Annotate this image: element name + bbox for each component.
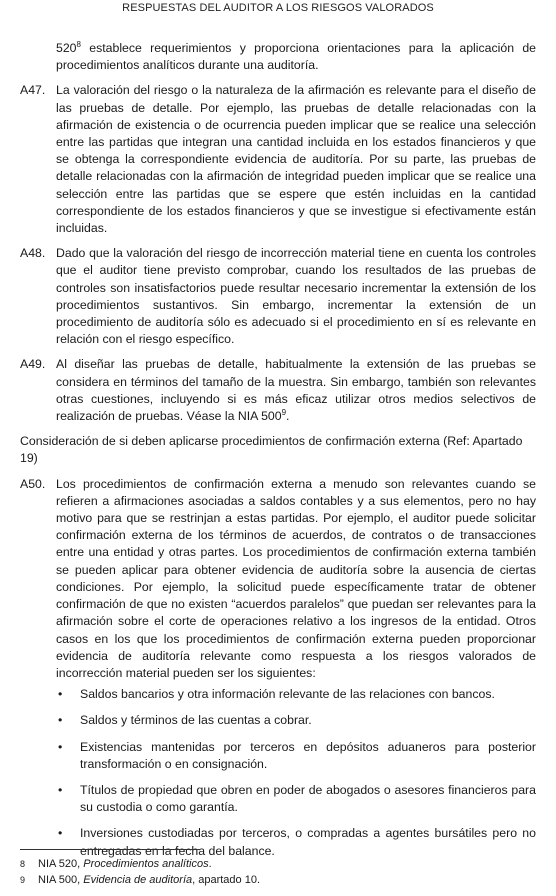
footnotes [20, 856, 536, 888]
list-item [56, 825, 536, 859]
list-item [56, 712, 536, 729]
paragraph-a49 [20, 356, 536, 425]
footnote-9 [20, 872, 536, 888]
list-item-text: Saldos bancarios y otra información relevante de las relaciones con bancos. [80, 687, 495, 702]
footnote-divider [20, 849, 200, 850]
list-item-text: Existencias mantenidas por terceros en depósitos aduaneros para posterior transformación o en consignación. [80, 739, 536, 771]
bullet-list [56, 686, 536, 860]
paragraph-body-wrap [56, 476, 536, 869]
footnote-ref-9[interactable]: 9 [281, 408, 287, 418]
bullet-icon: • [58, 713, 63, 728]
bullet-icon: • [58, 687, 63, 702]
paragraph-end: . [286, 409, 290, 424]
bullet-icon: • [58, 739, 63, 754]
list-item-text: Saldos y términos de las cuentas a cobrar. [80, 713, 312, 728]
list-item [56, 739, 536, 773]
footnote-number: 8 [20, 859, 26, 869]
section-heading: Consideración de si deben aplicarse procedimientos de confirmación externa (Ref: Apartado 19) [20, 434, 523, 466]
paragraph-text: Los procedimientos de confirmación externa a menudo son relevantes cuando se refieren a afirmaciones asociadas a saldos contables y a sus elementos, pero no hay motivo para que se restrinjan a estas partidas. Por ejemplo, el auditor puede solicitar confirmación externa de los términos de acuerdos, de contratos o de transacciones entre una entidad y otras partes. Los procedimientos de confirmación externa también se pueden aplicar para obtener evidencia de auditoría sobre la ausencia de ciertas condiciones. Por ejemplo, la solicitud puede específicamente tratar de obtener confirmación de que no existen “acuerdos paralelos” que puedan ser relevantes para la afirmación sobre el corte de operaciones relativo a los ingresos de la entidad. Otros casos en los que los procedimientos de confirmación externa pueden proporcionar evidencia de auditoría relevante como respuesta a los riesgos valorados de incorrección material pueden ser los siguientes: [56, 476, 536, 680]
bullet-icon: • [58, 782, 63, 797]
page-content [20, 40, 536, 877]
footnote-text [38, 856, 536, 872]
running-header: RESPUESTAS DEL AUDITOR A LOS RIESGOS VALORADOS [122, 2, 434, 14]
paragraph-number: A50. [20, 476, 46, 491]
list-item [56, 782, 536, 816]
paragraph-a50 [20, 476, 536, 869]
intro-paragraph [56, 40, 536, 74]
paragraph-a47 [20, 82, 536, 237]
footnote-ref-8[interactable]: 8 [76, 40, 81, 49]
paragraph-text: Dado que la valoración del riesgo de incorrección material tiene en cuenta los controles que el auditor tiene previsto comprobar, cuando los resultados de las pruebas de controles son insatisfactorios puede resultar necesario incrementar la extensión de los procedimientos sustantivos. Sin embargo, incrementar la extensión de un procedimiento de auditoría sólo es adecuado si el procedimiento en sí es relevante en relación con el riesgo específico. [56, 246, 536, 347]
footnote-prefix: NIA 500, [38, 874, 84, 886]
bullet-icon: • [58, 826, 63, 841]
footnote-text [38, 872, 536, 888]
paragraph-text: La valoración del riesgo o la naturaleza de la afirmación es relevante para el diseño de las pruebas de detalle. Por ejemplo, las pruebas de detalle relacionadas con la afirmación de existencia o de ocurrencia pueden implicar que se realice una selección entre las partidas que integran una cantidad incluida en los estados financieros y que se obtenga la correspondiente evidencia de auditoría. Por su parte, las pruebas de detalle relacionadas con la afirmación de integridad pueden implicar que se realice una selección entre las partidas que se espere que estén incluidas en la cantidad correspondiente de los estados financieros y que se investigue si efectivamente están incluidas. [56, 83, 536, 236]
list-item [56, 686, 536, 703]
footnote-prefix: NIA 520, [38, 858, 84, 870]
footnote-title: Procedimientos analíticos [83, 858, 209, 870]
paragraph-text [56, 356, 536, 425]
paragraph-number: A47. [20, 83, 46, 98]
footnote-8 [20, 856, 536, 872]
footnote-suffix: . [208, 858, 212, 870]
intro-text: establece requerimientos y proporciona orientaciones para la aplicación de procedimientos analíticos durante una auditoría. [56, 41, 536, 73]
footnote-number: 9 [20, 875, 26, 885]
intro-ref: 520 [56, 41, 77, 55]
footnote-title: Evidencia de auditoría [83, 874, 193, 886]
footnote-suffix: , apartado 10. [192, 874, 261, 886]
paragraph-a48 [20, 245, 536, 348]
paragraph-number: A49. [20, 357, 46, 372]
paragraph-number: A48. [20, 246, 46, 261]
paragraph-body: Al diseñar las pruebas de detalle, habitualmente la extensión de las pruebas se considera en términos del tamaño de la muestra. Sin embargo, también son relevantes otras cuestiones, incluyendo si es más eficaz utilizar otros medios selectivos de realización de pruebas. Véase la NIA 500 [56, 357, 536, 424]
list-item-text: Inversiones custodiadas por terceros, o compradas a agentes bursátiles pero no entregadas en la fecha del balance. [80, 826, 536, 858]
list-item-text: Títulos de propiedad que obren en poder de abogados o asesores financieros para su custodia o como garantía. [80, 782, 536, 815]
